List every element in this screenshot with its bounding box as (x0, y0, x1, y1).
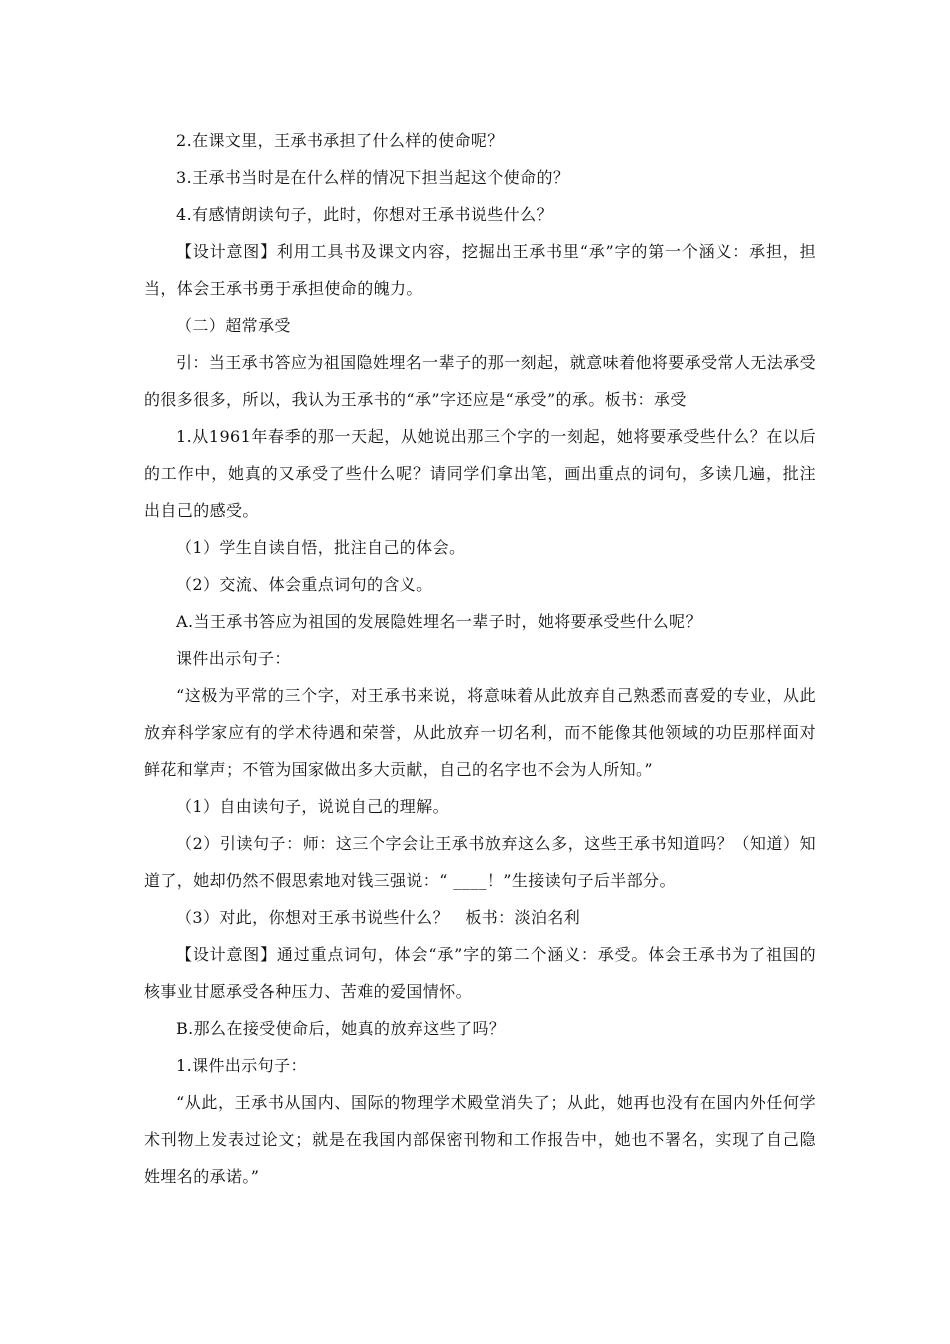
reading-step-1: （1）自由读句子，说说自己的理解。 (176, 797, 449, 816)
sub-step-1: （1）学生自读自悟，批注自己的体会。 (176, 538, 466, 557)
quote-1: “这极为平常的三个字，对王承书来说，将意味着从此放弃自己熟悉而喜爱的专业，从此放弃科学家应有的学术待遇和荣誉，从此放弃一切名利，而不能像其他领域的功臣那样面对鲜花和掌声；不管为国家做出多大贡献，自己的名字也不会为人所知。” (144, 686, 816, 779)
reading-step-3: （3）对此，你想对王承书说些什么？ 板书：淡泊名利 (176, 908, 581, 927)
slide-prompt-1: 课件出示句子： (176, 649, 291, 668)
design-intent-2: 【设计意图】通过重点词句，体会“承”字的第二个涵义：承受。体会王承书为了祖国的核事业甘愿承受各种压力、苦难的爱国情怀。 (144, 945, 816, 1001)
question-2: 2.在课文里，王承书承担了什么样的使命呢？ (176, 131, 504, 150)
section-heading-2: （二）超常承受 (176, 316, 291, 335)
step-1-paragraph: 1.从1961年春季的那一天起，从她说出那三个字的一刻起，她将要承受些什么？在以后的工作中，她真的又承受了些什么呢？请同学们拿出笔，画出重点的词句，多读几遍，批注出自己的感受。 (144, 427, 816, 520)
sub-step-2: （2）交流、体会重点词句的含义。 (176, 575, 433, 594)
slide-prompt-2: 1.课件出示句子： (176, 1056, 307, 1075)
body-text (144, 122, 816, 1195)
intro-paragraph: 引：当王承书答应为祖国隐姓埋名一辈子的那一刻起，就意味着他将要承受常人无法承受的很多很多，所以，我认为王承书的“承”字还应是“承受”的承。板书：承受 (144, 353, 816, 409)
part-b-question: B.那么在接受使命后，她真的放弃这些了吗？ (176, 1019, 506, 1038)
part-a-question: A.当王承书答应为祖国的发展隐姓埋名一辈子时，她将要承受些什么呢？ (176, 612, 702, 631)
question-4: 4.有感情朗读句子，此时，你想对王承书说些什么？ (176, 205, 553, 224)
design-intent-1: 【设计意图】利用工具书及课文内容，挖掘出王承书里“承”字的第一个涵义：承担，担当，体会王承书勇于承担使命的魄力。 (144, 242, 816, 298)
quote-2: “从此，王承书从国内、国际的物理学术殿堂消失了；从此，她再也没有在国内外任何学术刊物上发表过论文；就是在我国内部保密刊物和工作报告中，她也不署名，实现了自己隐姓埋名的承诺。” (144, 1093, 816, 1186)
question-3: 3.王承书当时是在什么样的情况下担当起这个使命的？ (176, 168, 570, 187)
reading-step-2: （2）引读句子：师：这三个字会让王承书放弃这么多，这些王承书知道吗？（知道）知道了，她却仍然不假思索地对钱三强说：“ ____！”生接读句子后半部分。 (144, 834, 816, 890)
